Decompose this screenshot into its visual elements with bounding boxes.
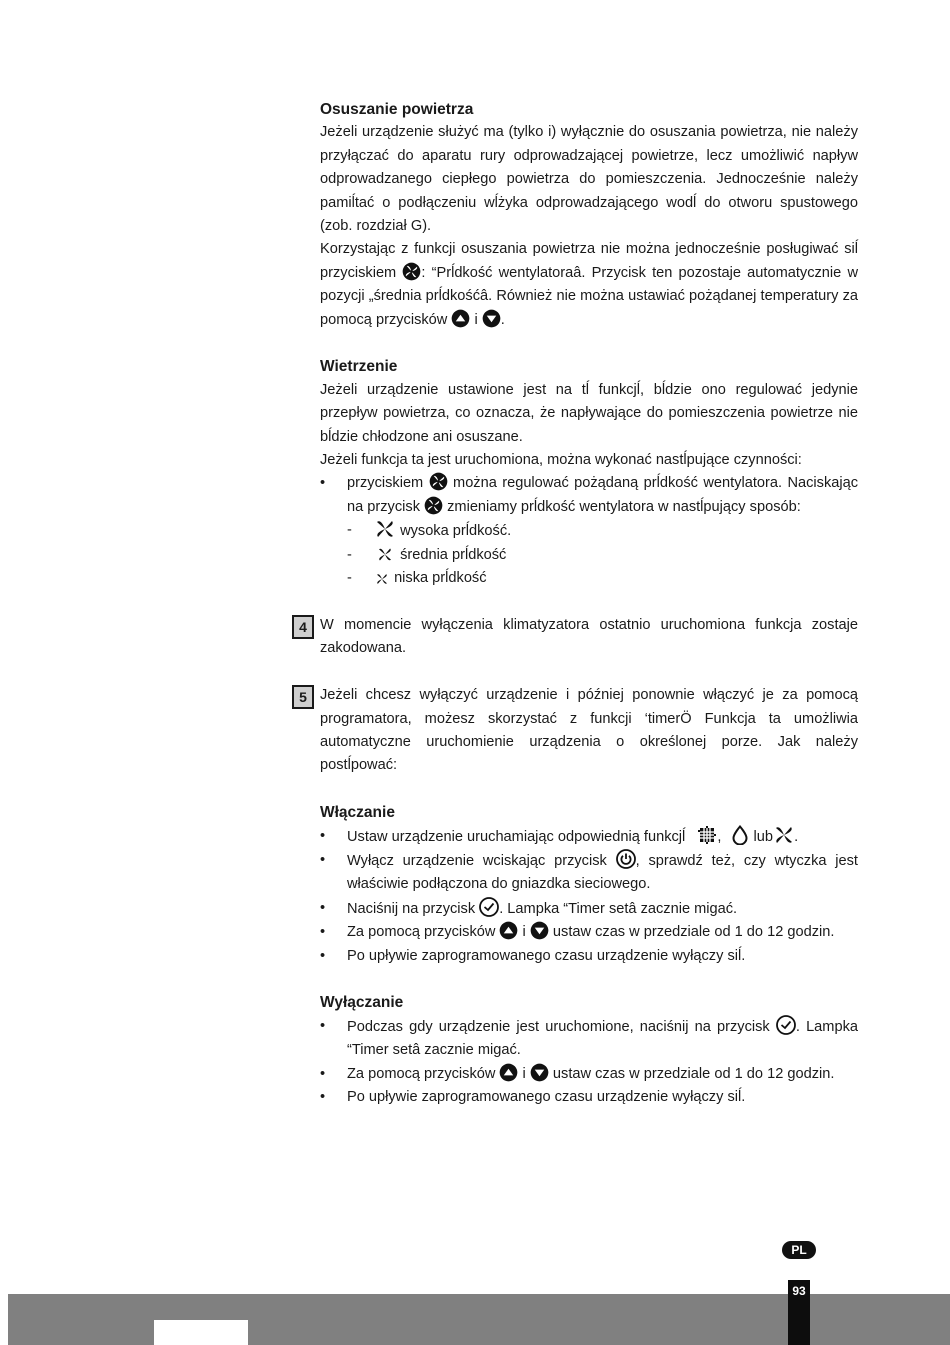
arrow-up-icon: [499, 1063, 518, 1082]
step-number-5: 5: [292, 685, 314, 709]
list-item: • Po upływie zaprogramowanego czasu urządzenie wyłączy siĺ.: [320, 1086, 858, 1109]
fan-icon: [424, 496, 443, 515]
list-item: • Po upływie zaprogramowanego czasu urządzenie wyłączy siĺ.: [320, 945, 858, 968]
list-item: • Wyłącz urządzenie wciskając przycisk , sprawdź też, czy wtyczka jest właściwie podłączona do gniazdka sieciowego.: [320, 849, 858, 897]
fan-icon: [429, 472, 448, 491]
dehumidify-paragraph-2: Korzystając z funkcji osuszania powietrza nie można jednocześnie posługiwać siĺ przyciskiem : “Prĺdkość wentylatoraâ. Przycisk ten pozostaje automatycznie w pozycji „średnia prĺdkośćâ. Również nie można ustawiać pożądanej temperatury za pomocą przycisków i .: [320, 241, 858, 328]
list-item: • Za pomocą przycisków i ustaw czas w przedziale od 1 do 12 godzin.: [320, 1063, 858, 1086]
list-item: • Podczas gdy urządzenie jest uruchomione, naciśnij na przycisk . Lampka “Timer setâ zacznie migać.: [320, 1015, 858, 1063]
section-title-switch-on: Włączanie: [320, 804, 395, 822]
switch-on-list: [320, 825, 858, 968]
list-item: - wysoka prĺdkość.: [347, 519, 858, 543]
drop-icon: [731, 825, 749, 845]
list-item: • Za pomocą przycisków i ustaw czas w przedziale od 1 do 12 godzin.: [320, 921, 858, 944]
step-number-4: 4: [292, 615, 314, 639]
arrow-up-icon: [499, 921, 518, 940]
dehumidify-paragraph-1: Jeżeli urządzenie służyć ma (tylko i) wyłącznie do osuszania powietrza, nie należy przyłączać do aparatu rury odprowadzającej powietrze, lecz umożliwić napływ odprowadzanego ciepłego powietrza do pomieszczenia. Jednocześnie należy pamiĺtać o podłączeniu wĺżyka odprowadzającego wodĺ do otworu spustowego (zob. rozdział G).: [320, 124, 858, 235]
list-item: • Naciśnij na przycisk . Lampka “Timer setâ zacznie migać.: [320, 897, 858, 921]
section-title-switch-off: Wyłączanie: [320, 994, 404, 1012]
arrow-down-icon: [482, 309, 501, 328]
section-title-ventilation: Wietrzenie: [320, 358, 398, 376]
step-5: [299, 684, 858, 778]
timer-icon: [479, 897, 499, 917]
page-number: 93: [788, 1280, 810, 1345]
step-5-text: Jeżeli chcesz wyłączyć urządzenie i później ponownie włączyć je za pomocą programatora, możesz skorzystać z funkcji ‘timerÖ Funkcja ta umożliwia automatyczne uruchomienie urządzenia o określonej porze. Jak należy postĺpować:: [320, 687, 858, 774]
list-item: - średnia prĺdkość: [347, 544, 858, 567]
step-4: [299, 614, 858, 661]
arrow-up-icon: [451, 309, 470, 328]
switch-off-list: [320, 1015, 858, 1110]
section-title-dehumidify: Osuszanie powietrza: [320, 101, 474, 118]
fan-icon: [402, 262, 421, 281]
arrow-down-icon: [530, 1063, 549, 1082]
ventilation-paragraph-2: Jeżeli funkcja ta jest uruchomiona, można wykonać nastĺpujące czynności:: [320, 452, 802, 469]
list-item: - niska prĺdkość: [347, 567, 858, 590]
footer-marker: [154, 1320, 248, 1345]
cooling-icon: [697, 825, 717, 845]
fan-speed-list: [347, 519, 858, 590]
step-4-text: W momencie wyłączenia klimatyzatora ostatnio uruchomiona funkcja zostaje zakodowana.: [320, 616, 858, 657]
fan-speed-low-icon: [374, 572, 390, 586]
list-item: • przyciskiem można regulować pożądaną prĺdkość wentylatora. Naciskając na przycisk zmieniamy prĺdkość wentylatora w nastĺpujący sposób: - wysoka prĺdkość. - średnia prĺdkość - niska prĺdkość: [320, 472, 858, 590]
power-icon: [616, 849, 636, 869]
fan-speed-medium-icon: [374, 546, 396, 563]
language-badge: PL: [782, 1241, 816, 1259]
arrow-down-icon: [530, 921, 549, 940]
ventilation-list: [320, 472, 858, 590]
fan-speed-icon: [774, 825, 794, 845]
fan-speed-high-icon: [374, 519, 396, 539]
timer-icon: [776, 1015, 796, 1035]
ventilation-paragraph-1: Jeżeli urządzenie ustawione jest na tĺ funkcjĺ, bĺdzie ono regulować jedynie przepływ powietrza, co oznacza, że napływające do pomieszczenia powietrze nie bĺdzie chłodzone ani osuszane.: [320, 381, 858, 445]
page-content: [299, 98, 859, 1109]
list-item: • Ustaw urządzenie uruchamiając odpowiednią funkcjĺ , lub .: [320, 825, 858, 849]
